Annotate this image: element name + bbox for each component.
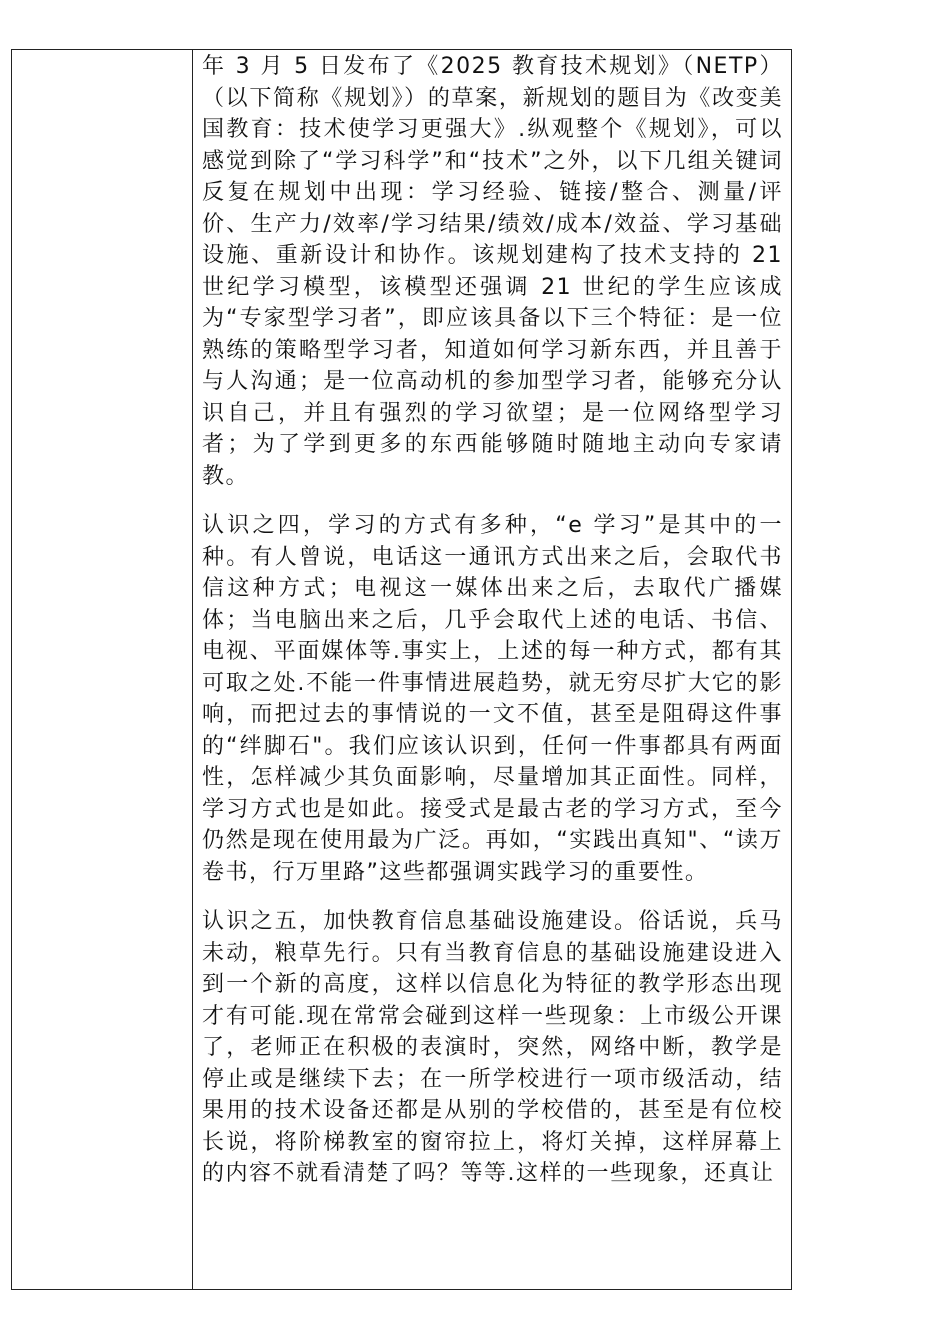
- paragraph-recognition-four: 认识之四，学习的方式有多种，“e 学习”是其中的一种。有人曾说，电话这一通讯方式出来之后，会取代书信这种方式；电视这一媒体出来之后，去取代广播媒体；当电脑出来之后，几乎会取代上述的电话、书信、电视、平面媒体等.事实上，上述的每一种方式，都有其可取之处.不能一件事情进展趋势，就无穷尽扩大它的影响，而把过去的事情说的一文不值，甚至是阻碍这件事的“绊脚石"。我们应该认识到，任何一件事都具有两面性，怎样减少其负面影响，尽量增加其正面性。同样，学习方式也是如此。接受式是最古老的学习方式，至今仍然是现在使用最为广泛。再如，“实践出真知"、“读万卷书，行万里路”这些都强调实践学习的重要性。: [202, 513, 783, 885]
- paragraph-netp-plan: 年 3 月 5 日发布了《2025 教育技术规划》（NETP）（以下简称《规划》）的草案，新规划的题目为《改变美国教育：技术使学习更强大》.纵观整个《规划》，可以感觉到除了“学习科学”和“技术”之外，以下几组关键词反复在规划中出现：学习经验、链接/整合、测量/评价、生产力/效率/学习结果/绩效/成本/效益、学习基础设施、重新设计和协作。该规划建构了技术支持的 21 世纪学习模型，该模型还强调 21 世纪的学生应该成为“专家型学习者”，即应该具备以下三个特征：是一位熟练的策略型学习者，知道如何学习新东西，并且善于与人沟通；是一位高动机的参加型学习者，能够充分认识自己，并且有强烈的学习欲望；是一位网络型学习者；为了学到更多的东西能够随时随地主动向专家请教。: [202, 54, 783, 489]
- content-cell: [193, 50, 791, 1289]
- document-table: [11, 49, 792, 1290]
- paragraph-recognition-five: 认识之五，加快教育信息基础设施建设。俗话说，兵马未动，粮草先行。只有当教育信息的基础设施建设进入到一个新的高度，这样以信息化为特征的教学形态出现才有可能.现在常常会碰到这样一些现象：上市级公开课了，老师正在积极的表演时，突然，网络中断，教学是停止或是继续下去；在一所学校进行一项市级活动，结果用的技术设备还都是从别的学校借的，甚至是有位校长说，将阶梯教室的窗帘拉上，将灯关掉，这样屏幕上的内容不就看清楚了吗？等等.这样的一些现象，还真让: [202, 909, 783, 1186]
- left-column-cell: [12, 50, 193, 1289]
